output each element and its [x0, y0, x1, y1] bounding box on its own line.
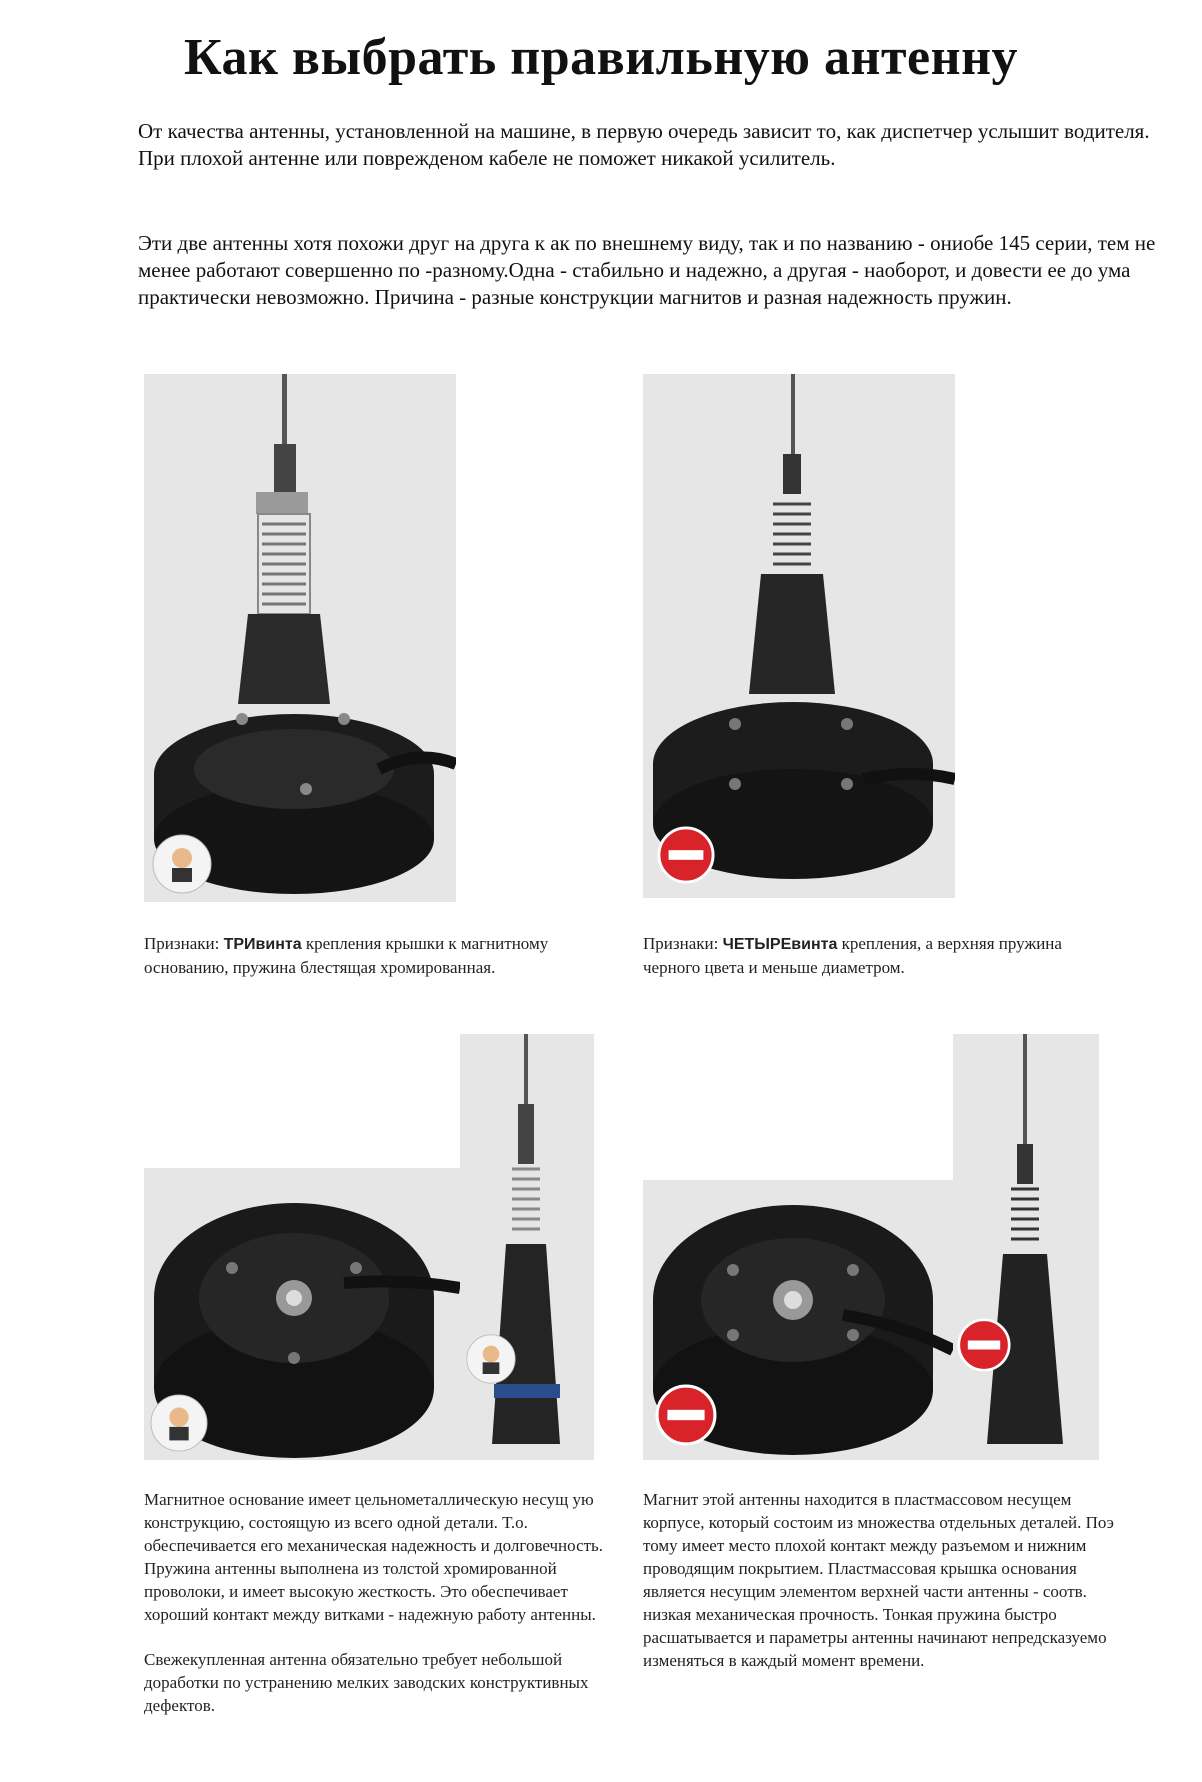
- bad-antenna-photo: [643, 374, 955, 898]
- mascot-icon: [150, 1394, 208, 1452]
- good-description-paragraph-1: Магнитное основание имеет цельнометаллическую несущ ую конструкцию, состоящую из всего одной детали. Т.о. обеспечивается его механическая надежность и долговечность. Пружина антенны выполнена из толстой хромированной проволоки, и имеет высокую жесткость. Это обеспечивает хороший контакт между витками - надежную работу антенны.: [144, 1490, 604, 1624]
- good-antenna-caption: Признаки: ТРИвинта крепления крышки к магнитному основанию, пружина блестящая хромированная.: [144, 934, 549, 977]
- good-antenna-photo: [144, 374, 456, 902]
- stop-sign-icon: [657, 826, 715, 884]
- stop-sign-icon: [655, 1384, 717, 1446]
- intro-paragraph-2: Эти две антенны хотя похожи друг на друга к ак по внешнему виду, так и по названию - ониобе 145 серии, тем не менее работают совершенно по -разному.Одна - стабильно и надежно, а другая - наоборот, и довести ее до ума практически невозможно. Причина - разные конструкции магнитов и разная надежность пружин.: [138, 231, 1156, 309]
- bad-base-photo: [643, 1180, 953, 1460]
- mascot-icon: [466, 1334, 516, 1384]
- bad-antenna-caption: Признаки: ЧЕТЫРЕвинта крепления, а верхняя пружина черного цвета и меньше диаметром.: [643, 934, 1062, 977]
- stop-sign-icon: [957, 1318, 1011, 1372]
- bad-description-paragraph-1: Магнит этой антенны находится в пластмассовом несущем корпусе, который состоим из множества отдельных деталей. Поэ тому имеет место плохой контакт между разъемом и нижним проводящим покрытием. Пластмассовая крышка основания является несущим элементом верхней части антенны - соотв. низкая механическая прочность. Тонкая пружина быстро расшатывается и параметры антенны начинают непредсказуемо изменяться в каждый момент времени.: [643, 1490, 1114, 1670]
- good-description-paragraph-2: Свежекупленная антенна обязательно требует небольшой доработки по устранению мелких заводских конструктивных дефектов.: [144, 1650, 589, 1715]
- good-base-photo: [144, 1168, 460, 1460]
- bad-antenna-description: [643, 1488, 1133, 1672]
- intro-paragraph-1: От качества антенны, установленной на машине, в первую очередь зависит то, как диспетчер услышит водителя. При плохой антенне или поврежденом кабеле не поможет никакой усилитель.: [138, 119, 1150, 170]
- good-spring-photo: [460, 1034, 594, 1460]
- mascot-icon: [152, 834, 212, 894]
- bad-spring-photo: [953, 1034, 1099, 1460]
- page-title: Как выбрать правильную антенну: [183, 29, 1019, 86]
- good-antenna-description: [144, 1488, 624, 1717]
